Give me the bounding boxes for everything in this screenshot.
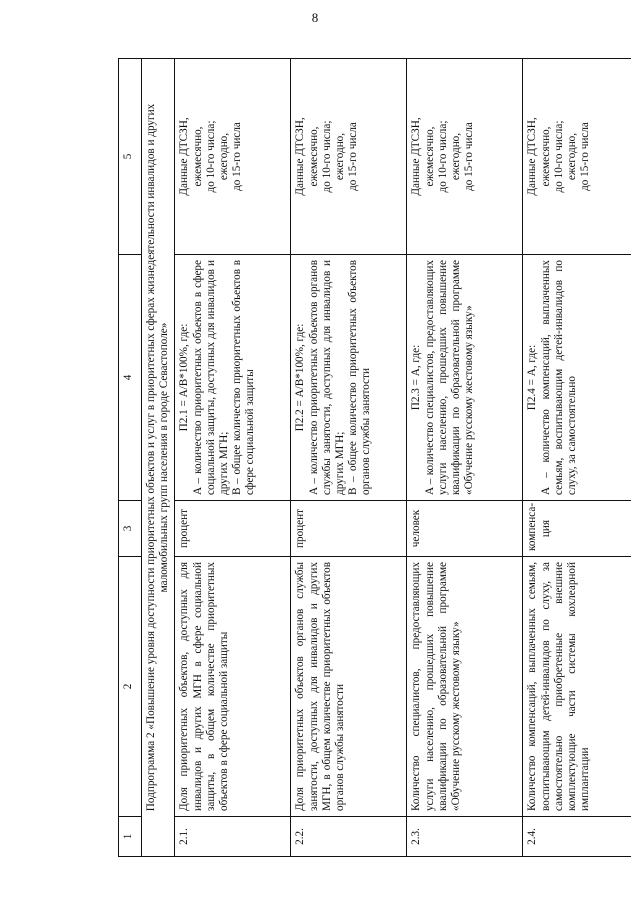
- unit-of-measure: человек: [407, 501, 523, 557]
- source-line: до 10-го числа;: [320, 120, 333, 193]
- source-line: до 10-го числа;: [552, 120, 565, 193]
- data-source: [291, 59, 407, 255]
- formula-line: П2.1 = A/B*100%, где:: [178, 323, 191, 432]
- row-number: 2.2.: [291, 817, 407, 857]
- source-line: ежегодно,: [218, 132, 231, 181]
- source-line: ежегодно,: [450, 132, 463, 181]
- source-line: до 15-го числа: [579, 122, 592, 191]
- unit-of-measure: процент: [175, 501, 291, 557]
- formula-line: B – общее количество приоритетных объектов органов службы занятости: [347, 260, 373, 495]
- data-source: [175, 59, 291, 255]
- unit-of-measure: процент: [291, 501, 407, 557]
- subprogram-row: [142, 59, 175, 857]
- source-line: до 15-го числа: [463, 122, 476, 191]
- subprogram-title: Подпрограмма 2 «Повышение уровня доступности приоритетных объектов и услуг в приоритетных сферах жизнедеятельности инвалидов и других маломобильных групп населения в городе Севастополе»: [142, 59, 175, 857]
- formula-line: П2.4 = A, где:: [526, 344, 539, 411]
- calculation-formula: [291, 255, 407, 501]
- calculation-formula: [175, 255, 291, 501]
- table-header-row: [119, 59, 142, 857]
- indicator-name: Количество компенсаций, выплаченных семьям, воспитывающим детей-инвалидов по слуху, за самостоятельно приобретенные внешние комплектующие части системы кохлеарной имплантации: [523, 557, 631, 817]
- indicator-name: Доля приоритетных объектов, доступных для инвалидов и других МГН в сфере социальной защиты, в общем количестве приоритетных объектов в сфере социальной защиты: [175, 557, 291, 817]
- source-line: ежемесячно,: [307, 126, 320, 187]
- row-number: 2.4.: [523, 817, 631, 857]
- table-row: [175, 59, 291, 857]
- source-line: Данные ДТСЗН,: [294, 117, 307, 196]
- source-line: до 15-го числа: [347, 122, 360, 191]
- formula-line: A – количество специалистов, предоставляющих услуги населению, прошедших повышение квалификации по образовательной программе «Обучение русскому жестовому языку»: [423, 260, 476, 495]
- formula-line: A – количество компенсаций, выплаченных семьям, воспитывающим детей-инвалидов по слуху, за самостоятельно: [539, 260, 579, 495]
- source-line: до 15-го числа: [231, 122, 244, 191]
- data-source: [407, 59, 523, 255]
- formula-line: П2.3 = A, где:: [410, 344, 423, 411]
- row-number: 2.1.: [175, 817, 291, 857]
- calculation-formula: [407, 255, 523, 501]
- page-number: 8: [311, 10, 319, 25]
- data-source: [523, 59, 631, 255]
- header-cell: 4: [119, 255, 142, 501]
- indicators-table: [118, 58, 631, 857]
- indicator-name: Количество специалистов, предоставляющих услуги населению, прошедших повышение квалификации по образовательной программе «Обучение русскому жестовому языку»: [407, 557, 523, 817]
- rotated-table-container: [118, 59, 610, 857]
- source-line: до 10-го числа;: [436, 120, 449, 193]
- formula-line: A – количество приоритетных объектов органов службы занятости, доступных для инвалидов и других МГН;: [307, 260, 347, 495]
- table-row: [523, 59, 631, 857]
- formula-line: П2.2 = A/B*100%, где:: [294, 323, 307, 432]
- source-line: ежегодно,: [334, 132, 347, 181]
- formula-line: B – общее количество приоритетных объектов в сфере социальной защиты: [231, 260, 257, 495]
- row-number: 2.3.: [407, 817, 523, 857]
- source-line: ежегодно,: [566, 132, 579, 181]
- header-cell: 5: [119, 59, 142, 255]
- source-line: Данные ДТСЗН,: [526, 117, 539, 196]
- source-line: до 10-го числа;: [204, 120, 217, 193]
- source-line: Данные ДТСЗН,: [410, 117, 423, 196]
- source-line: ежемесячно,: [191, 126, 204, 187]
- header-cell: 2: [119, 557, 142, 817]
- table-row: [291, 59, 407, 857]
- table-row: [407, 59, 523, 857]
- formula-line: A – количество приоритетных объектов в сфере социальной защиты, доступных для инвалидов и других МГН;: [191, 260, 231, 495]
- source-line: ежемесячно,: [423, 126, 436, 187]
- unit-of-measure: компенса-ция: [523, 501, 631, 557]
- indicator-name: Доля приоритетных объектов органов службы занятости, доступных для инвалидов и других МГН, в общем количестве приоритетных объектов органов службы занятости: [291, 557, 407, 817]
- header-cell: 1: [119, 817, 142, 857]
- header-cell: 3: [119, 501, 142, 557]
- source-line: ежемесячно,: [539, 126, 552, 187]
- calculation-formula: [523, 255, 631, 501]
- source-line: Данные ДТСЗН,: [178, 117, 191, 196]
